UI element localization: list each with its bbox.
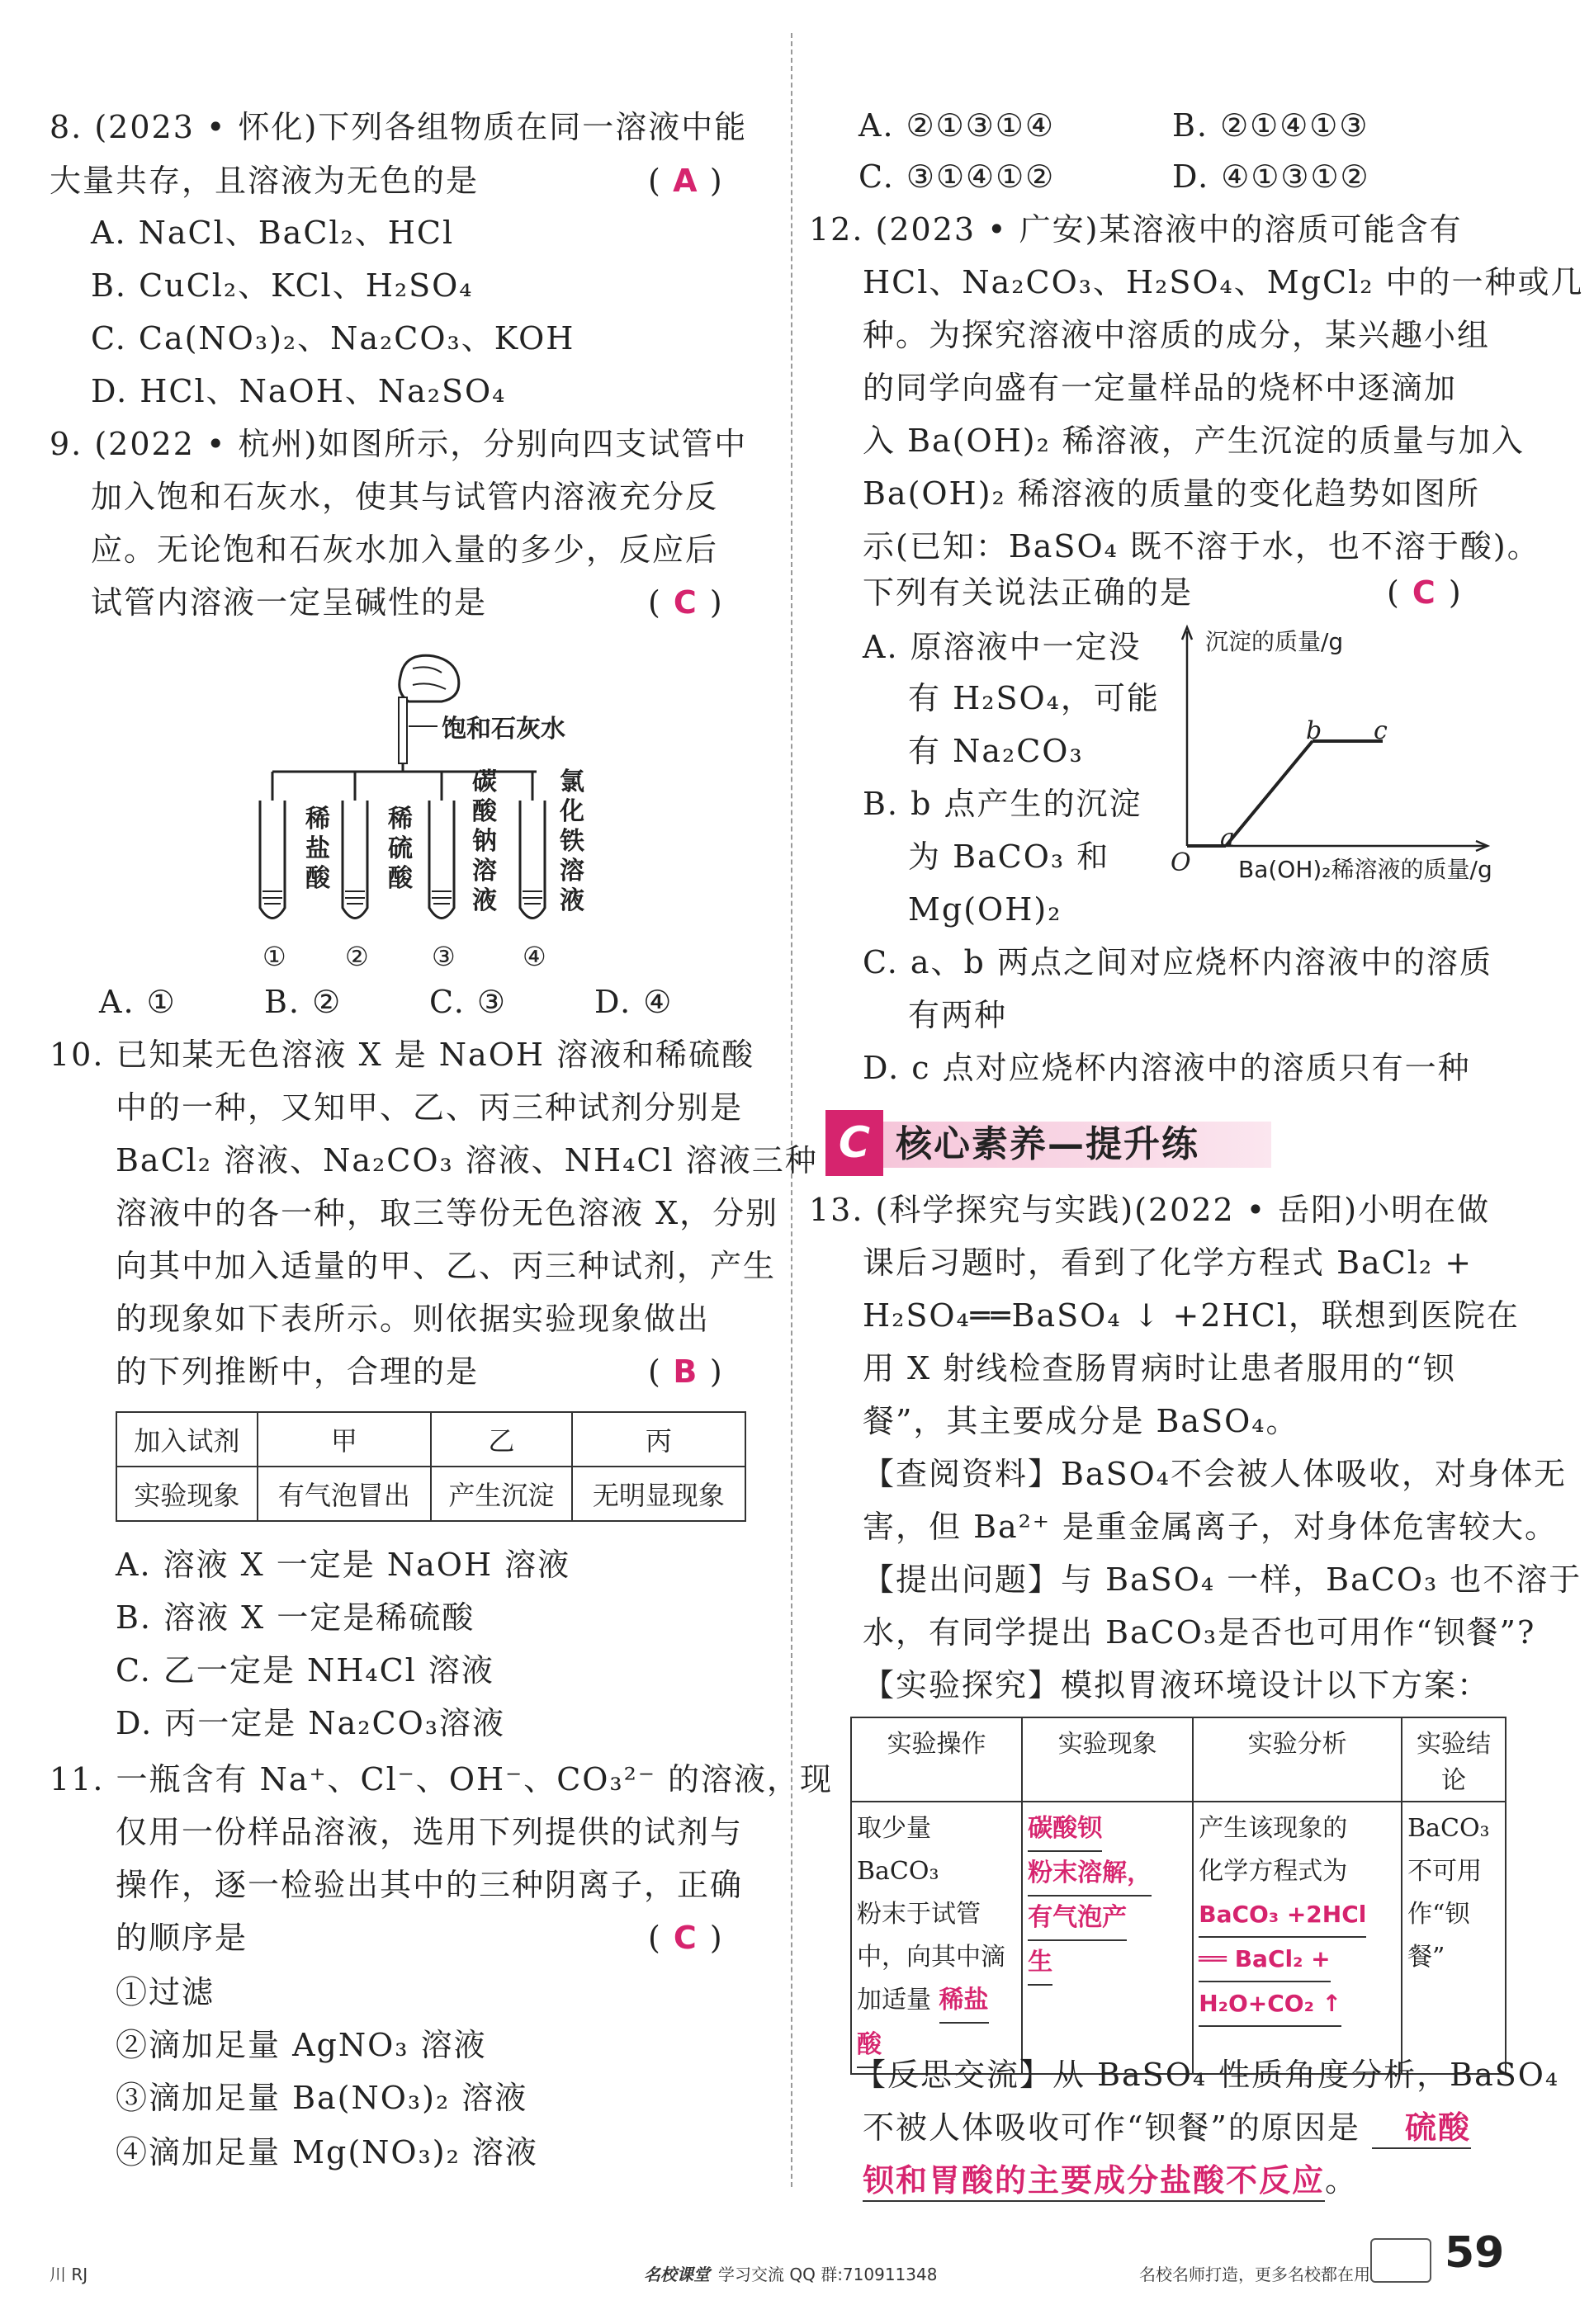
q9-option-a: A. ① [99,984,177,1020]
q8-stem-line2: 大量共存，且溶液为无色的是 [50,163,480,199]
q9-figure-label: 饱和石灰水 [442,715,565,744]
q13-line1: 13. (科学探究与实践)(2022 • 岳阳)小明在做 [809,1192,1491,1228]
q12-stem-line7: 示(已知：BaSO₄ 既不溶于水，也不溶于酸)。 [863,528,1540,564]
q9-tube-num-1: ① [263,941,288,972]
q9-stem-line3: 应。无论饱和石灰水加入量的多少，反应后 [91,531,719,568]
q10-option-c: C. 乙一定是 NH₄Cl 溶液 [116,1652,494,1689]
q9-stem-line1: 9. (2022 • 杭州)如图所示，分别向四支试管中 [50,426,748,462]
q13-op-fill-2: 酸 [857,2024,882,2068]
q13-table [850,1717,1506,2075]
table-row [851,1717,1506,1802]
q13-line6: 【查阅资料】BaSO₄不会被人体吸收，对身体无 [863,1456,1568,1492]
q9-stem-line2: 加入饱和石灰水，使其与试管内溶液充分反 [91,479,719,515]
table-cell: 丙 [572,1412,745,1467]
q10-stem-line4: 溶液中的各一种，取三等份无色溶液 X，分别 [116,1195,779,1231]
q9-stem-line4: 试管内溶液一定呈碱性的是 [91,584,488,621]
q11-option-d: D. ④①③①② [1172,158,1370,195]
q12-option-a-line1: A. 原溶液中一定没 [863,629,1142,665]
q10-stem-line7: 的下列推断中，合理的是 [116,1353,480,1390]
q13-line10: 【实验探究】模拟胃液环境设计以下方案： [863,1667,1491,1703]
q11-step-3: ③滴加足量 Ba(NO₃)₂ 溶液 [116,2080,528,2116]
q13-operation-cell: 取少量 BaCO₃ 粉末于试管 中，向其中滴 加适量 稀盐 酸 [851,1802,1022,2074]
q12-option-b-line2: 为 BaCO₃ 和 [908,838,1110,875]
table-cell: 甲 [258,1412,431,1467]
q10-table [116,1411,746,1522]
q12-stem-line2: HCl、Na₂CO₃、H₂SO₄、MgCl₂ 中的一种或几 [863,264,1584,300]
q10-answer: ( B ) [648,1353,722,1390]
q11-option-a: A. ②①③①④ [858,107,1055,144]
q12-option-a-line3: 有 Na₂CO₃ [908,733,1084,769]
q9-tube4-label: 氯化铁溶液 [560,768,584,915]
q11-option-b: B. ②①④①③ [1172,107,1369,144]
q9-option-c: C. ③ [429,984,507,1020]
q12-graph-xlabel: Ba(OH)₂稀溶液的质量/g [1238,856,1492,883]
q9-answer: ( C ) [648,584,722,621]
q12-option-a-line2: 有 H₂SO₄，可能 [908,680,1160,716]
section-banner [825,1110,1288,1178]
q9-tube1-label: 稀盐酸 [305,805,330,893]
q13-phenomenon-cell: 碳酸钡 粉末溶解， 有气泡产 生 [1022,1802,1193,2074]
q11-option-c: C. ③①④①② [858,158,1056,195]
q9-tube-num-2: ② [345,941,371,972]
q10-stem-line1: 10. 已知某无色溶液 X 是 NaOH 溶液和稀硫酸 [50,1037,755,1073]
table-cell: 无明显现象 [572,1467,745,1521]
q9-tube-num-3: ③ [432,941,457,972]
q9-tube-num-4: ④ [523,941,548,972]
table-row [116,1412,745,1467]
school-logo-icon [1370,2238,1431,2283]
q9-tube3-label: 碳酸钠溶液 [472,768,497,915]
footer-right: 名校名师打造，更多名校都在用 [1139,2265,1370,2284]
q13-reflect-line1: 【反思交流】从 BaSO₄ 性质角度分析，BaSO₄ [854,2057,1560,2093]
q13-reflect-fill-1: 硫酸 [1372,2108,1471,2149]
q11-answer: ( C ) [648,1920,722,1956]
test-tube-4 [520,801,545,919]
q13-line2: 课后习题时，看到了化学方程式 BaCl₂ + [863,1245,1473,1281]
table-header: 实验结论 [1402,1717,1506,1802]
q13-line5: 餐”，其主要成分是 BaSO₄。 [863,1403,1299,1439]
q11-stem-line1: 11. 一瓶含有 Na⁺、Cl⁻、OH⁻、CO₃²⁻ 的溶液，现 [50,1761,834,1797]
test-tube-1 [260,801,285,919]
q13-reflect-fill-2: 钡和胃酸的主要成分盐酸不反应 [863,2161,1325,2202]
q13-line3: H₂SO₄══BaSO₄ ↓ +2HCl，联想到医院在 [863,1297,1520,1334]
q12-option-c-line1: C. a、b 两点之间对应烧杯内溶液中的溶质 [863,944,1492,980]
q12-graph-origin: O [1171,848,1193,877]
q8-option-b: B. CuCl₂、KCl、H₂SO₄ [91,267,474,304]
column-divider [791,33,792,2187]
q11-stem-line3: 操作，逐一检验出其中的三种阴离子，正确 [116,1867,744,1903]
q11-step-1: ①过滤 [116,1974,215,2010]
section-title: 核心素养—提升练 [896,1123,1199,1165]
q12-option-d: D. c 点对应烧杯内溶液中的溶质只有一种 [863,1050,1471,1086]
q10-stem-line6: 的现象如下表所示。则依据实验现象做出 [116,1301,711,1337]
q10-option-a: A. 溶液 X 一定是 NaOH 溶液 [116,1547,571,1583]
q10-option-b: B. 溶液 X 一定是稀硫酸 [116,1599,475,1636]
table-row [851,1802,1506,2074]
table-cell: 加入试剂 [116,1412,258,1467]
q13-line9: 水，有同学提出 BaCO₃是否也可用作“钡餐”? [863,1614,1536,1651]
q11-step-2: ②滴加足量 AgNO₃ 溶液 [116,2027,487,2063]
section-letter: C [825,1110,883,1176]
footer-center: 学习交流 QQ 群:710911348 [718,2265,938,2284]
q12-graph-point-b: b [1306,716,1324,745]
table-cell: 产生沉淀 [431,1467,572,1521]
q13-reflect-line2: 不被人体吸收可作“钡餐”的原因是 硫酸 [863,2108,1471,2149]
test-tube-3 [429,801,454,919]
q12-option-b-line1: B. b 点产生的沉淀 [863,786,1142,822]
q12-option-c-line2: 有两种 [908,997,1008,1033]
q10-stem-line5: 向其中加入适量的甲、乙、丙三种试剂，产生 [116,1248,777,1284]
q13-conclusion-cell: BaCO₃ 不可用 作“钡 餐” [1402,1802,1506,2074]
q13-reflect-line3: 钡和胃酸的主要成分盐酸不反应。 [863,2161,1358,2202]
q11-stem-line4: 的顺序是 [116,1920,248,1956]
q8-answer: ( A ) [648,163,722,199]
q12-stem-line1: 12. (2023 • 广安)某溶液中的溶质可能含有 [809,211,1463,248]
q12-stem-line4: 的同学向盛有一定量样品的烧杯中逐滴加 [863,370,1458,406]
q12-stem-line3: 种。为探究溶液中溶质的成分，某兴趣小组 [863,317,1491,353]
q13-line4: 用 X 射线检查肠胃病时让患者服用的“钡 [863,1350,1456,1386]
q13-op-fill: 稀盐 [939,1979,989,2024]
q13-analysis-cell: 产生该现象的 化学方程式为 BaCO₃ +2HCl ══ BaCl₂ + H₂O+CO₂ ↑ [1193,1802,1402,2074]
q12-option-b-line3: Mg(OH)₂ [908,891,1062,928]
q12-stem-line6: Ba(OH)₂ 稀溶液的质量的变化趋势如图所 [863,475,1480,512]
table-header: 实验操作 [851,1717,1022,1802]
q9-option-d: D. ④ [594,984,674,1020]
q8-stem-line1: 8. (2023 • 怀化)下列各组物质在同一溶液中能 [50,109,748,145]
footer-brand: 名校课堂 [644,2265,710,2284]
q10-stem-line3: BaCl₂ 溶液、Na₂CO₃ 溶液、NH₄Cl 溶液三种 [116,1142,818,1179]
q12-segment-a-b [1226,741,1313,846]
q12-answer: ( C ) [1387,574,1461,611]
q12-stem-line5: 入 Ba(OH)₂ 稀溶液，产生沉淀的质量与加入 [863,423,1525,459]
q8-option-d: D. HCl、NaOH、Na₂SO₄ [91,373,507,409]
table-header: 实验现象 [1022,1717,1193,1802]
q10-stem-line2: 中的一种，又知甲、乙、丙三种试剂分别是 [116,1089,744,1126]
table-cell: 有气泡冒出 [258,1467,431,1521]
test-tube-2 [343,801,367,919]
table-cell: 实验现象 [116,1467,258,1521]
q13-line8: 【提出问题】与 BaSO₄ 一样，BaCO₃ 也不溶于 [863,1561,1582,1598]
table-header: 实验分析 [1193,1717,1402,1802]
q9-option-b: B. ② [264,984,343,1020]
table-cell: 乙 [431,1412,572,1467]
q12-graph-point-c: c [1374,716,1389,745]
q8-option-c: C. Ca(NO₃)₂、Na₂CO₃、KOH [91,320,575,357]
q10-option-d: D. 丙一定是 Na₂CO₃溶液 [116,1705,505,1741]
q12-stem-line8: 下列有关说法正确的是 [863,574,1194,611]
q12-graph-point-a: a [1220,824,1237,853]
q12-graph-ylabel: 沉淀的质量/g [1205,628,1344,655]
q9-tube2-label: 稀硫酸 [388,805,413,893]
q13-line7: 害，但 Ba²⁺ 是重金属离子，对身体危害较大。 [863,1509,1559,1545]
footer-left: 川 RJ [50,2265,88,2284]
table-row [116,1467,745,1521]
q11-step-4: ④滴加足量 Mg(NO₃)₂ 溶液 [116,2134,538,2170]
q8-option-a: A. NaCl、BaCl₂、HCl [91,215,455,251]
page-number: 59 [1445,2228,1505,2278]
q11-stem-line2: 仅用一份样品溶液，选用下列提供的试剂与 [116,1814,744,1850]
